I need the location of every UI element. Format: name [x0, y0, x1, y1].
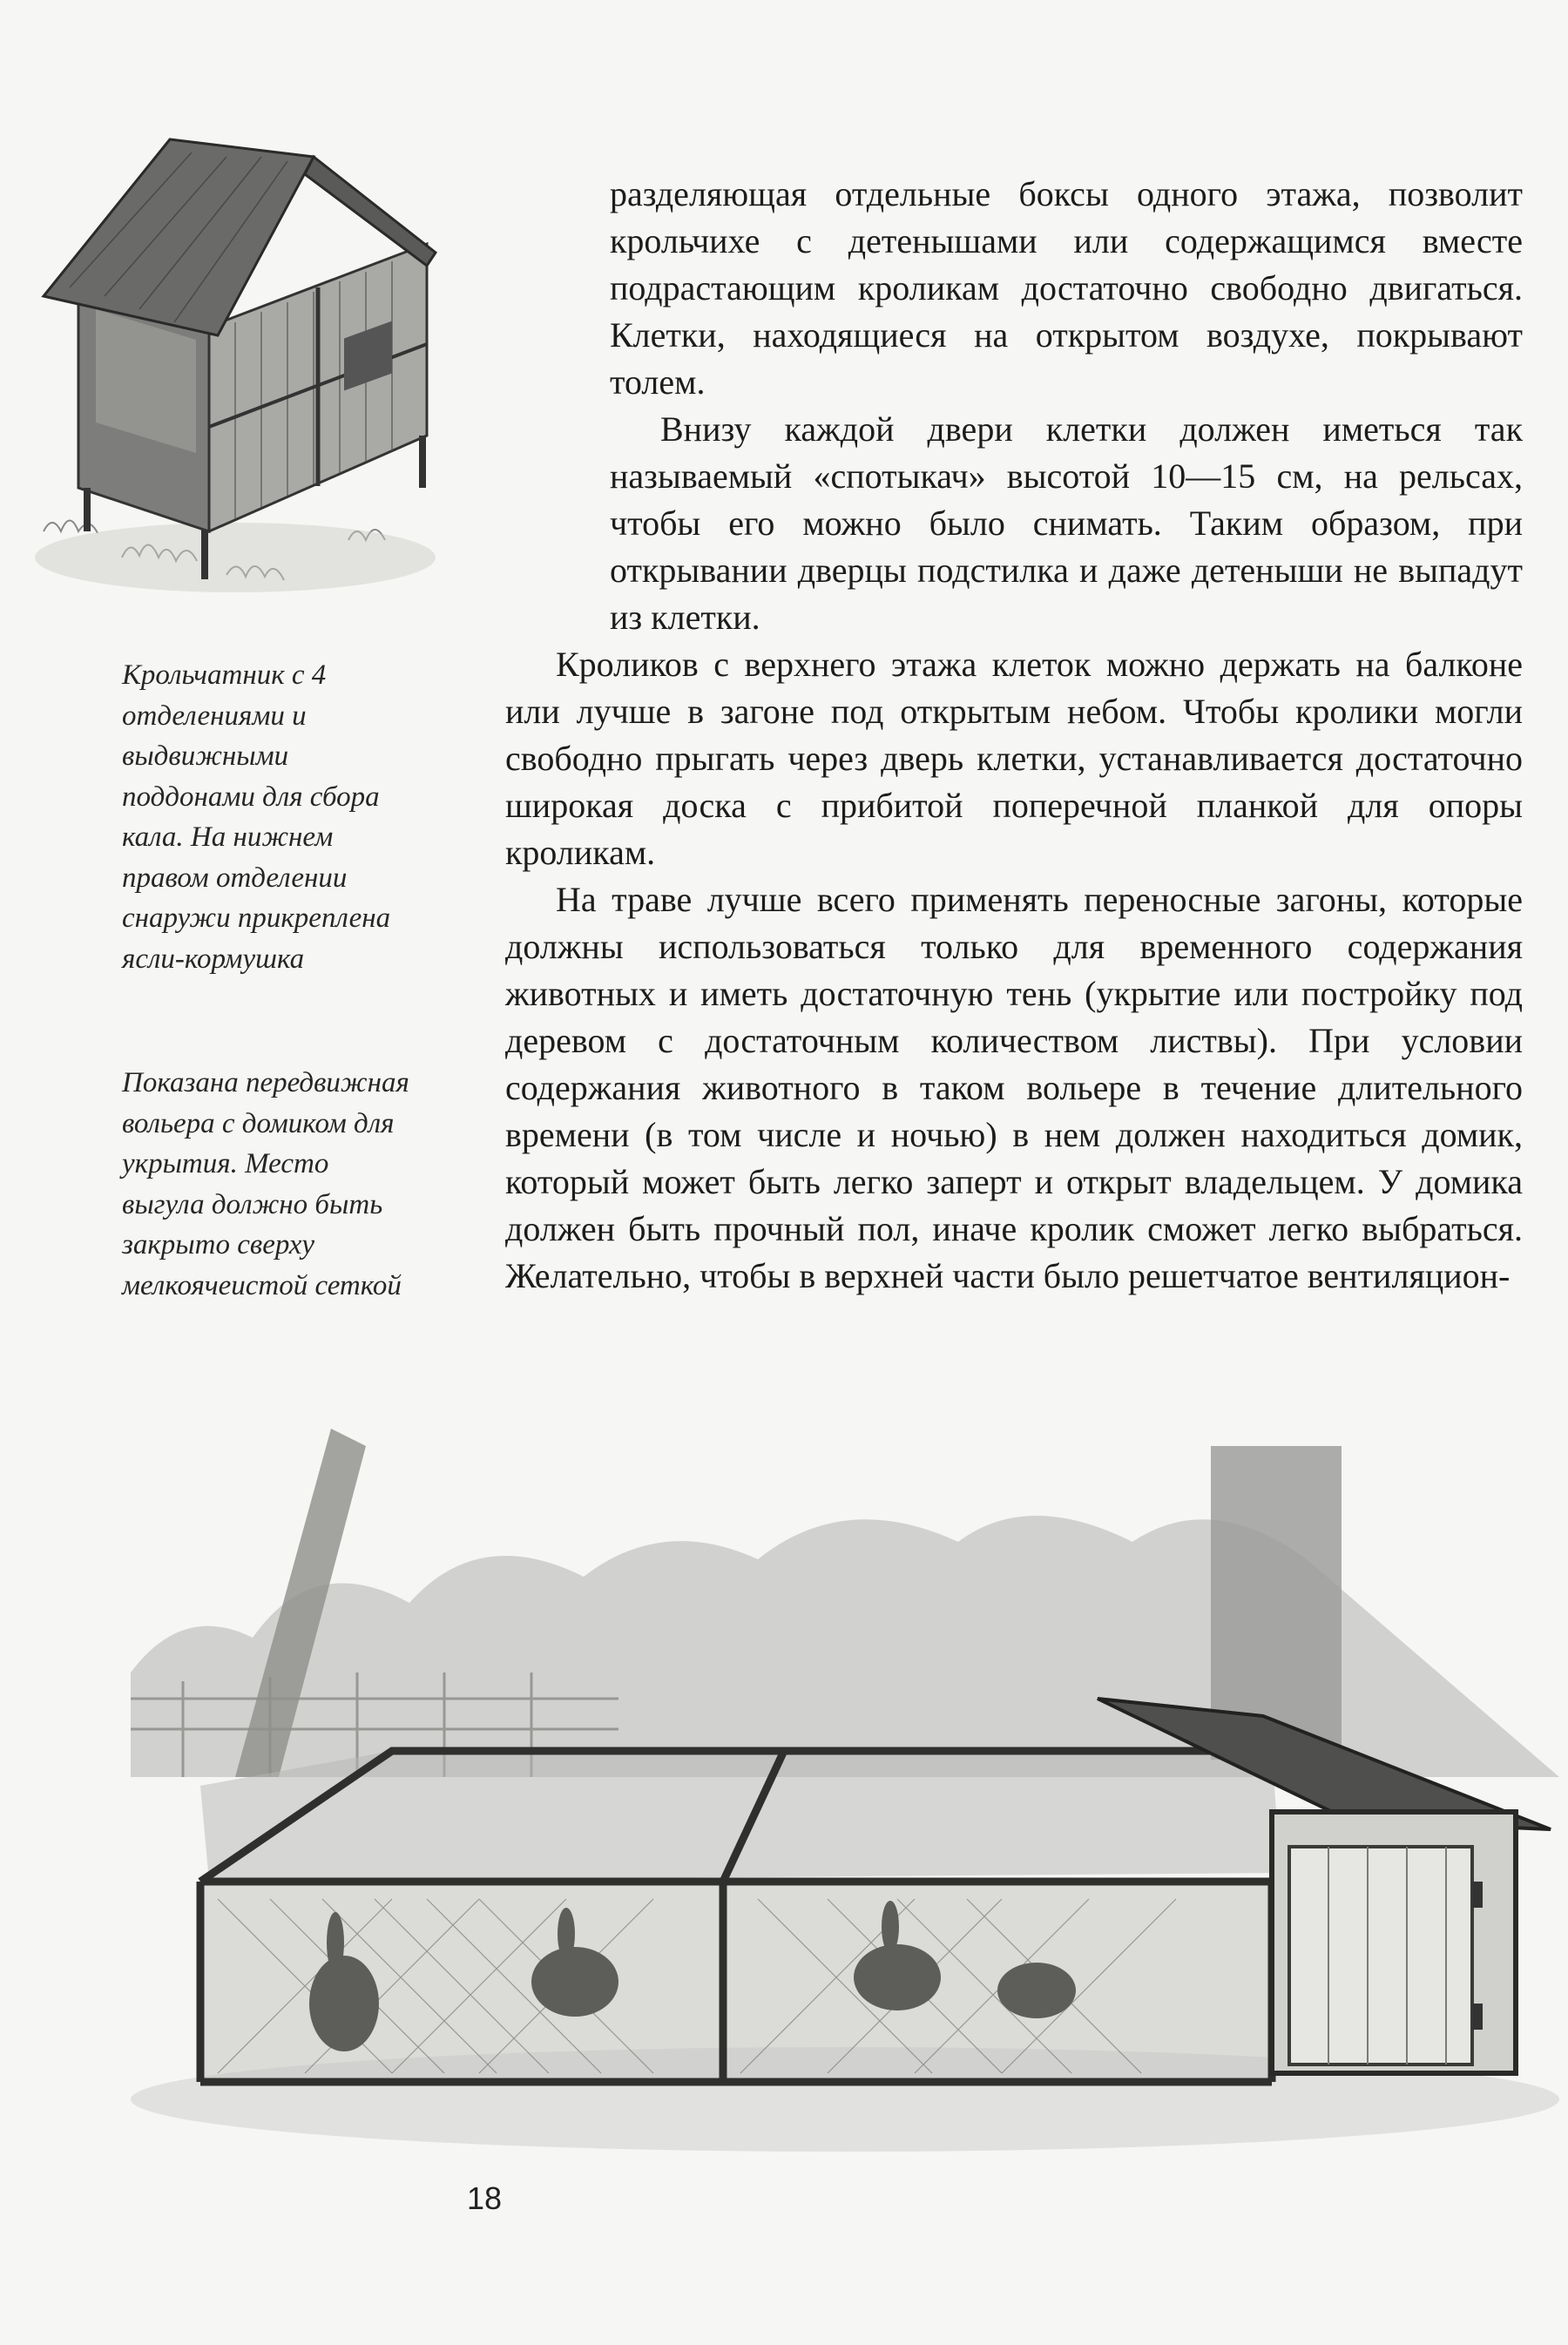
main-text: [505, 171, 1523, 1300]
paragraph: разделяющая отдельные боксы одного этажа, позволит крольчихе с детенышами или содержащимся вместе подрастающим кроликам достаточно свободно двигаться. Клетки, находящиеся на открытом воздухе, покрывают толем.: [610, 174, 1523, 402]
hutch-illustration: [17, 122, 505, 610]
hutch-caption: Крольчатник с 4 отделениями и выдвижными поддонами для сбора кала. На нижнем правом отделении снаружи прикреплена ясли-кормушка: [122, 659, 391, 975]
enclosure-caption: Показана передвижная вольера с домиком для укрытия. Место выгула должно быть закрыто сверху мелкоячеистой сеткой: [122, 1067, 409, 1301]
paragraph: Кроликов с верхнего этажа клеток можно держать на балконе или лучше в загоне под открытым небом. Чтобы кролики могли свободно прыгать через дверь клетки, устанавливается достаточно широкая доска с прибитой поперечной планкой для опоры кроликам.: [505, 645, 1523, 872]
paragraph: На траве лучше всего применять переносные загоны, которые должны использоваться только для временного содержания животных и иметь достаточную тень (укрытие или постройку под деревом с достаточным количеством листвы). При условии содержания животного в таком вольере в течение длительного времени (в том числе и ночью) в нем должен находиться домик, который может быть легко заперт и открыт владельцем. У домика должен быть прочный пол, иначе кролик сможет легко выбраться. Желательно, чтобы в верхней части было решетчатое вентиляцион-: [505, 880, 1523, 1295]
page-number: 18: [467, 2180, 503, 2216]
paragraph: Внизу каждой двери клетки должен иметься так называемый «спотыкач» высотой 10—15 см, на рельсах, чтобы его можно было снимать. Таким образом, при открывании дверцы подстилка и даже детеныши не выпадут из клетки.: [610, 409, 1523, 637]
enclosure-illustration: [131, 1411, 1559, 2195]
